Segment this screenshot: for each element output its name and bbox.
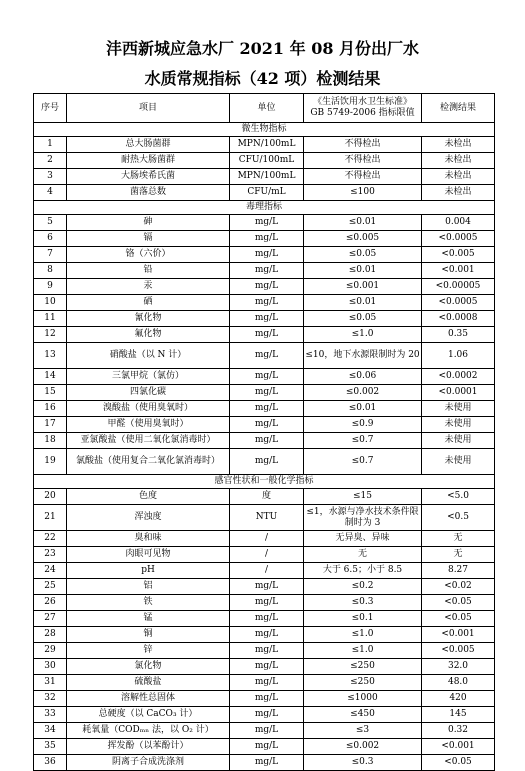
cell-result: 未使用 [422, 449, 495, 475]
table-row [34, 563, 495, 579]
cell-no: 33 [34, 707, 67, 723]
cell-unit: mg/L [230, 611, 304, 627]
cell-limit: ≤0.002 [304, 385, 422, 401]
cell-limit: ≤1，水源与净水技术条件限制时为 3 [304, 505, 422, 531]
cell-item: 甲醛（使用臭氧时） [67, 417, 230, 433]
cell-item: 砷 [67, 215, 230, 231]
table-row [34, 739, 495, 755]
cell-result: <5.0 [422, 489, 495, 505]
cell-limit: ≤250 [304, 675, 422, 691]
cell-result: <0.0001 [422, 385, 495, 401]
cell-no: 11 [34, 311, 67, 327]
cell-no: 21 [34, 505, 67, 531]
table-header-row [34, 94, 495, 123]
cell-no: 4 [34, 185, 67, 201]
cell-unit: mg/L [230, 675, 304, 691]
cell-unit: mg/L [230, 263, 304, 279]
cell-result: 未检出 [422, 137, 495, 153]
cell-item: 总大肠菌群 [67, 137, 230, 153]
cell-unit: mg/L [230, 433, 304, 449]
cell-result: 48.0 [422, 675, 495, 691]
cell-result: <0.0005 [422, 295, 495, 311]
cell-result: <0.001 [422, 263, 495, 279]
cell-limit: 不得检出 [304, 153, 422, 169]
table-row [34, 659, 495, 675]
cell-no: 17 [34, 417, 67, 433]
cell-limit: ≤0.06 [304, 369, 422, 385]
cell-unit: mg/L [230, 401, 304, 417]
table-row [34, 611, 495, 627]
cell-limit: 无 [304, 547, 422, 563]
cell-item: 耗氧量（CODₘₙ 法，以 O₂ 计） [67, 723, 230, 739]
cell-no: 25 [34, 579, 67, 595]
cell-no: 2 [34, 153, 67, 169]
cell-unit: mg/L [230, 755, 304, 771]
table-row [34, 489, 495, 505]
table-row [34, 185, 495, 201]
table-row [34, 675, 495, 691]
cell-unit: mg/L [230, 327, 304, 343]
cell-result: 8.27 [422, 563, 495, 579]
table-row [34, 247, 495, 263]
cell-no: 3 [34, 169, 67, 185]
section-row [34, 201, 495, 215]
cell-limit: ≤15 [304, 489, 422, 505]
cell-item: 总硬度（以 CaCO₃ 计） [67, 707, 230, 723]
cell-item: 铜 [67, 627, 230, 643]
cell-unit: mg/L [230, 417, 304, 433]
cell-result: <0.02 [422, 579, 495, 595]
cell-limit: ≤1.0 [304, 643, 422, 659]
table-row [34, 505, 495, 531]
cell-result: 0.35 [422, 327, 495, 343]
cell-limit: ≤10，地下水源限制时为 20 [304, 343, 422, 369]
report-title-line2: 水质常规指标（42 项）检测结果 [144, 69, 381, 88]
cell-result: <0.001 [422, 739, 495, 755]
table-row [34, 215, 495, 231]
cell-no: 6 [34, 231, 67, 247]
cell-item: 肉眼可见物 [67, 547, 230, 563]
cell-result: 无 [422, 531, 495, 547]
cell-limit: ≤0.01 [304, 295, 422, 311]
cell-no: 7 [34, 247, 67, 263]
cell-item: 锰 [67, 611, 230, 627]
cell-no: 12 [34, 327, 67, 343]
cell-limit: ≤0.1 [304, 611, 422, 627]
cell-no: 23 [34, 547, 67, 563]
cell-no: 20 [34, 489, 67, 505]
cell-result: <0.5 [422, 505, 495, 531]
cell-no: 31 [34, 675, 67, 691]
table-row [34, 595, 495, 611]
cell-unit: NTU [230, 505, 304, 531]
table-row [34, 755, 495, 771]
cell-result: 未使用 [422, 433, 495, 449]
cell-item: 铬（六价） [67, 247, 230, 263]
table-row [34, 137, 495, 153]
header-limit [304, 94, 422, 123]
cell-result: <0.001 [422, 627, 495, 643]
cell-result: 未检出 [422, 169, 495, 185]
header-limit-line1: 《生活饮用水卫生标准》 [312, 97, 412, 107]
cell-no: 28 [34, 627, 67, 643]
cell-limit: ≤1.0 [304, 327, 422, 343]
cell-limit: ≤0.01 [304, 263, 422, 279]
table-row [34, 449, 495, 475]
cell-result: 未使用 [422, 417, 495, 433]
header-unit: 单位 [230, 94, 304, 123]
cell-item: 菌落总数 [67, 185, 230, 201]
cell-no: 34 [34, 723, 67, 739]
cell-result: 未检出 [422, 153, 495, 169]
cell-limit: ≤0.05 [304, 311, 422, 327]
header-no: 序号 [34, 94, 67, 123]
cell-unit: mg/L [230, 449, 304, 475]
cell-no: 36 [34, 755, 67, 771]
cell-unit: mg/L [230, 579, 304, 595]
cell-result: 32.0 [422, 659, 495, 675]
table-row [34, 295, 495, 311]
cell-item: 阴离子合成洗涤剂 [67, 755, 230, 771]
cell-result: <0.005 [422, 643, 495, 659]
cell-limit: ≤100 [304, 185, 422, 201]
cell-unit: / [230, 531, 304, 547]
cell-result: <0.0002 [422, 369, 495, 385]
cell-limit: ≤0.2 [304, 579, 422, 595]
cell-item: 铅 [67, 263, 230, 279]
table-row [34, 707, 495, 723]
cell-limit: ≤450 [304, 707, 422, 723]
cell-limit: ≤0.3 [304, 595, 422, 611]
section-title: 毒理指标 [34, 201, 495, 215]
table-row [34, 231, 495, 247]
cell-unit: mg/L [230, 659, 304, 675]
cell-result: <0.05 [422, 595, 495, 611]
cell-unit: mg/L [230, 643, 304, 659]
cell-result: <0.005 [422, 247, 495, 263]
water-quality-table [33, 93, 495, 771]
cell-unit: mg/L [230, 215, 304, 231]
cell-item: pH [67, 563, 230, 579]
table-row [34, 311, 495, 327]
cell-limit: ≤0.001 [304, 279, 422, 295]
table-row [34, 723, 495, 739]
cell-limit: ≤0.7 [304, 449, 422, 475]
cell-result: 未检出 [422, 185, 495, 201]
cell-item: 硝酸盐（以 N 计） [67, 343, 230, 369]
cell-limit: ≤0.01 [304, 215, 422, 231]
cell-unit: mg/L [230, 739, 304, 755]
cell-no: 13 [34, 343, 67, 369]
table-row [34, 579, 495, 595]
cell-unit: mg/L [230, 231, 304, 247]
cell-unit: mg/L [230, 707, 304, 723]
cell-item: 浑浊度 [67, 505, 230, 531]
section-title: 感官性状和一般化学指标 [34, 475, 495, 489]
cell-item: 氯化物 [67, 659, 230, 675]
cell-item: 溶解性总固体 [67, 691, 230, 707]
cell-no: 5 [34, 215, 67, 231]
cell-no: 19 [34, 449, 67, 475]
cell-no: 15 [34, 385, 67, 401]
table-row [34, 385, 495, 401]
cell-item: 亚氯酸盐（使用二氧化氯消毒时） [67, 433, 230, 449]
cell-no: 27 [34, 611, 67, 627]
cell-item: 色度 [67, 489, 230, 505]
cell-unit: mg/L [230, 369, 304, 385]
cell-result: 无 [422, 547, 495, 563]
cell-unit: / [230, 547, 304, 563]
cell-result: 420 [422, 691, 495, 707]
cell-item: 铝 [67, 579, 230, 595]
header-limit-line2: GB 5749-2006 指标限值 [310, 108, 415, 118]
cell-no: 35 [34, 739, 67, 755]
table-row [34, 401, 495, 417]
cell-no: 24 [34, 563, 67, 579]
cell-result: 1.06 [422, 343, 495, 369]
cell-result: 0.004 [422, 215, 495, 231]
cell-limit: ≤0.7 [304, 433, 422, 449]
cell-result: <0.00005 [422, 279, 495, 295]
cell-no: 9 [34, 279, 67, 295]
cell-no: 1 [34, 137, 67, 153]
table-row [34, 369, 495, 385]
cell-limit: ≤0.01 [304, 401, 422, 417]
cell-result: <0.0005 [422, 231, 495, 247]
cell-item: 硒 [67, 295, 230, 311]
table-row [34, 547, 495, 563]
cell-no: 14 [34, 369, 67, 385]
cell-limit: ≤0.002 [304, 739, 422, 755]
cell-unit: mg/L [230, 723, 304, 739]
cell-result: 未使用 [422, 401, 495, 417]
table-row [34, 691, 495, 707]
cell-no: 10 [34, 295, 67, 311]
cell-limit: ≤0.005 [304, 231, 422, 247]
table-row [34, 343, 495, 369]
table-row [34, 279, 495, 295]
cell-unit: mg/L [230, 247, 304, 263]
cell-unit: 度 [230, 489, 304, 505]
table-row [34, 153, 495, 169]
cell-item: 锌 [67, 643, 230, 659]
cell-unit: mg/L [230, 343, 304, 369]
cell-unit: mg/L [230, 595, 304, 611]
table-row [34, 531, 495, 547]
cell-item: 镉 [67, 231, 230, 247]
cell-item: 耐热大肠菌群 [67, 153, 230, 169]
cell-item: 四氯化碳 [67, 385, 230, 401]
table-row [34, 327, 495, 343]
cell-limit: ≤0.9 [304, 417, 422, 433]
cell-no: 8 [34, 263, 67, 279]
table-row [34, 263, 495, 279]
cell-item: 氰化物 [67, 311, 230, 327]
cell-item: 氟化物 [67, 327, 230, 343]
cell-unit: mg/L [230, 311, 304, 327]
report-title-line1: 沣西新城应急水厂 2021 年 08 月份出厂水 [105, 39, 420, 58]
cell-unit: MPN/100mL [230, 169, 304, 185]
cell-no: 32 [34, 691, 67, 707]
cell-item: 溴酸盐（使用臭氧时） [67, 401, 230, 417]
cell-unit: mg/L [230, 385, 304, 401]
cell-unit: mg/L [230, 691, 304, 707]
cell-result: 145 [422, 707, 495, 723]
cell-no: 26 [34, 595, 67, 611]
table-row [34, 417, 495, 433]
cell-result: 0.32 [422, 723, 495, 739]
table-row [34, 433, 495, 449]
table-row [34, 643, 495, 659]
cell-limit: ≤1.0 [304, 627, 422, 643]
cell-limit: ≤1000 [304, 691, 422, 707]
cell-unit: mg/L [230, 627, 304, 643]
cell-item: 氯酸盐（使用复合二氧化氯消毒时） [67, 449, 230, 475]
cell-item: 大肠埃希氏菌 [67, 169, 230, 185]
cell-limit: ≤3 [304, 723, 422, 739]
cell-no: 30 [34, 659, 67, 675]
cell-item: 臭和味 [67, 531, 230, 547]
cell-limit: 无异臭、异味 [304, 531, 422, 547]
cell-item: 挥发酚（以苯酚计） [67, 739, 230, 755]
cell-unit: MPN/100mL [230, 137, 304, 153]
cell-limit: 大于 6.5；小于 8.5 [304, 563, 422, 579]
cell-no: 18 [34, 433, 67, 449]
header-result: 检测结果 [422, 94, 495, 123]
table-row [34, 627, 495, 643]
cell-item: 铁 [67, 595, 230, 611]
table-row [34, 169, 495, 185]
section-title: 微生物指标 [34, 123, 495, 137]
cell-item: 三氯甲烷（氯仿） [67, 369, 230, 385]
cell-no: 22 [34, 531, 67, 547]
section-row [34, 475, 495, 489]
cell-unit: mg/L [230, 295, 304, 311]
cell-unit: CFU/100mL [230, 153, 304, 169]
cell-unit: CFU/mL [230, 185, 304, 201]
cell-result: <0.0008 [422, 311, 495, 327]
cell-unit: / [230, 563, 304, 579]
cell-unit: mg/L [230, 279, 304, 295]
cell-limit: ≤250 [304, 659, 422, 675]
cell-result: <0.05 [422, 611, 495, 627]
header-item: 项目 [67, 94, 230, 123]
cell-limit: 不得检出 [304, 137, 422, 153]
cell-limit: 不得检出 [304, 169, 422, 185]
section-row [34, 123, 495, 137]
cell-result: <0.05 [422, 755, 495, 771]
cell-no: 29 [34, 643, 67, 659]
cell-item: 汞 [67, 279, 230, 295]
cell-limit: ≤0.05 [304, 247, 422, 263]
cell-item: 硫酸盐 [67, 675, 230, 691]
cell-limit: ≤0.3 [304, 755, 422, 771]
cell-no: 16 [34, 401, 67, 417]
